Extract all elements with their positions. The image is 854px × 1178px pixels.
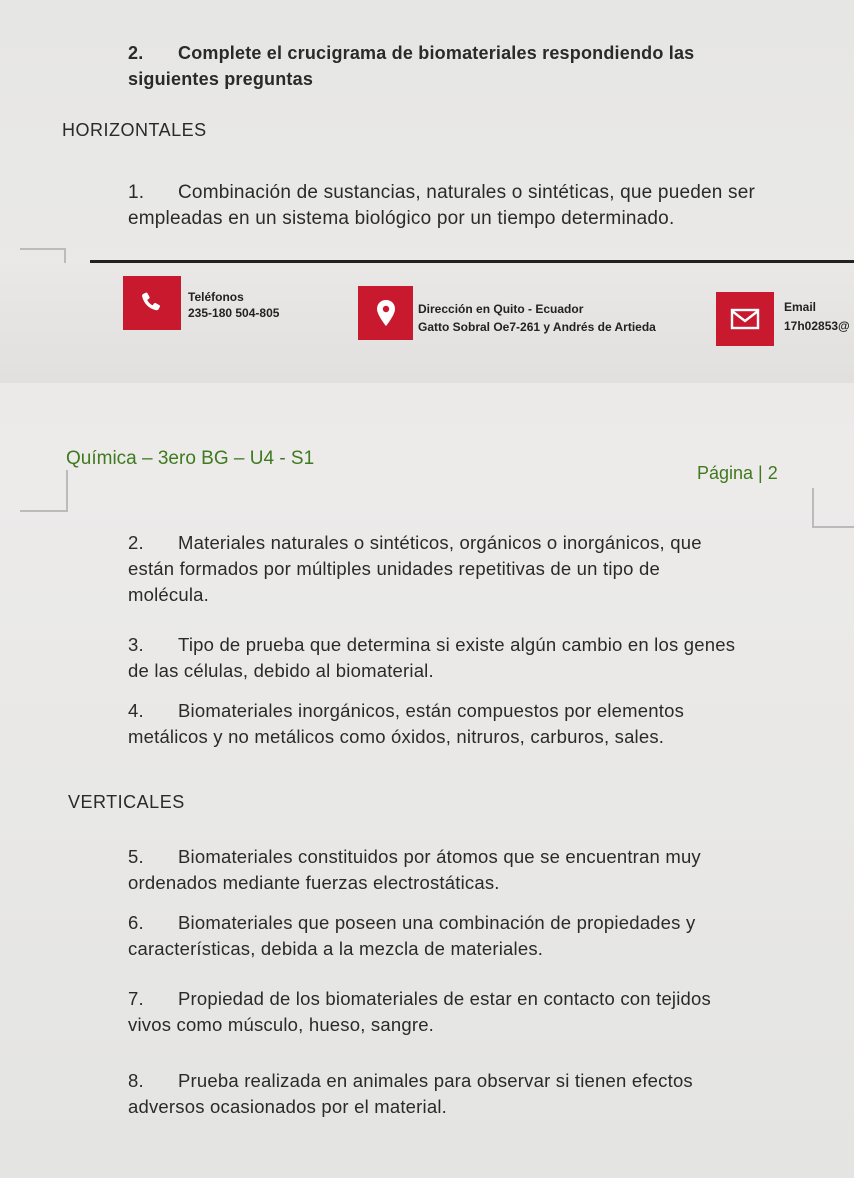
- address-value: Gatto Sobral Oe7-261 y Andrés de Artieda: [418, 320, 656, 334]
- question-2-line3: molécula.: [128, 584, 209, 605]
- phone-label: Teléfonos: [188, 290, 244, 304]
- question-7: [128, 986, 808, 1038]
- location-pin-icon: [358, 286, 413, 340]
- question-2-line1: Materiales naturales o sintéticos, orgánicos o inorgánicos, que: [178, 532, 702, 553]
- question-7-line2: vivos como músculo, hueso, sangre.: [128, 1014, 435, 1035]
- question-2-line2: están formados por múltiples unidades repetitivas de un tipo de: [128, 558, 660, 579]
- question-8: [128, 1068, 808, 1120]
- footer-rule: [90, 260, 854, 263]
- document-header-title: Química – 3ero BG – U4 - S1: [66, 448, 315, 469]
- question-1-line2: empleadas en un sistema biológico por un tiempo determinado.: [128, 208, 675, 229]
- question-4-number: 4.: [128, 700, 144, 721]
- question-1-number: 1.: [128, 182, 145, 203]
- question-3-line2: de las células, debido al biomaterial.: [128, 660, 434, 681]
- question-1-line1: Combinación de sustancias, naturales o sintéticas, que pueden ser: [178, 182, 756, 203]
- question-5-line2: ordenados mediante fuerzas electrostáticas.: [128, 872, 500, 893]
- question-3: [128, 632, 808, 684]
- intro-number: 2.: [128, 43, 144, 63]
- phone-value: 235-180 504-805: [188, 306, 280, 320]
- question-8-line1: Prueba realizada en animales para observar si tienen efectos: [178, 1070, 693, 1091]
- question-7-number: 7.: [128, 988, 144, 1009]
- question-3-line1: Tipo de prueba que determina si existe algún cambio en los genes: [178, 634, 736, 655]
- question-4: [128, 698, 808, 750]
- question-7-line1: Propiedad de los biomateriales de estar en contacto con tejidos: [178, 988, 711, 1009]
- question-3-number: 3.: [128, 634, 144, 655]
- question-5-number: 5.: [128, 846, 144, 867]
- intro-line1: Complete el crucigrama de biomateriales respondiendo las: [178, 43, 695, 63]
- horizontales-heading: HORIZONTALES: [62, 120, 207, 140]
- page-number: Página | 2: [697, 463, 778, 483]
- address-label: Dirección en Quito - Ecuador: [418, 302, 584, 316]
- question-6-number: 6.: [128, 912, 144, 933]
- intro-instruction: [128, 40, 808, 92]
- intro-line2: siguientes preguntas: [128, 69, 314, 89]
- page-corner-mark-right: [812, 488, 854, 528]
- envelope-icon: [716, 292, 774, 346]
- question-4-line1: Biomateriales inorgánicos, están compuestos por elementos: [178, 700, 685, 721]
- page-corner-mark-left: [20, 470, 68, 512]
- question-5-line1: Biomateriales constituidos por átomos que se encuentran muy: [178, 846, 701, 867]
- question-1: [128, 180, 808, 232]
- email-label: Email: [784, 300, 817, 314]
- question-6-line2: características, debida a la mezcla de materiales.: [128, 938, 544, 959]
- question-4-line2: metálicos y no metálicos como óxidos, nitruros, carburos, sales.: [128, 726, 665, 747]
- question-6-line1: Biomateriales que poseen una combinación de propiedades y: [178, 912, 696, 933]
- phone-icon: [123, 276, 181, 330]
- question-8-number: 8.: [128, 1070, 144, 1091]
- verticales-heading: VERTICALES: [68, 792, 185, 812]
- question-6: [128, 910, 808, 962]
- question-2-number: 2.: [128, 532, 144, 553]
- question-8-line2: adversos ocasionados por el material.: [128, 1096, 447, 1117]
- question-5: [128, 844, 808, 896]
- question-2: [128, 530, 808, 608]
- email-value: 17h02853@: [784, 319, 850, 333]
